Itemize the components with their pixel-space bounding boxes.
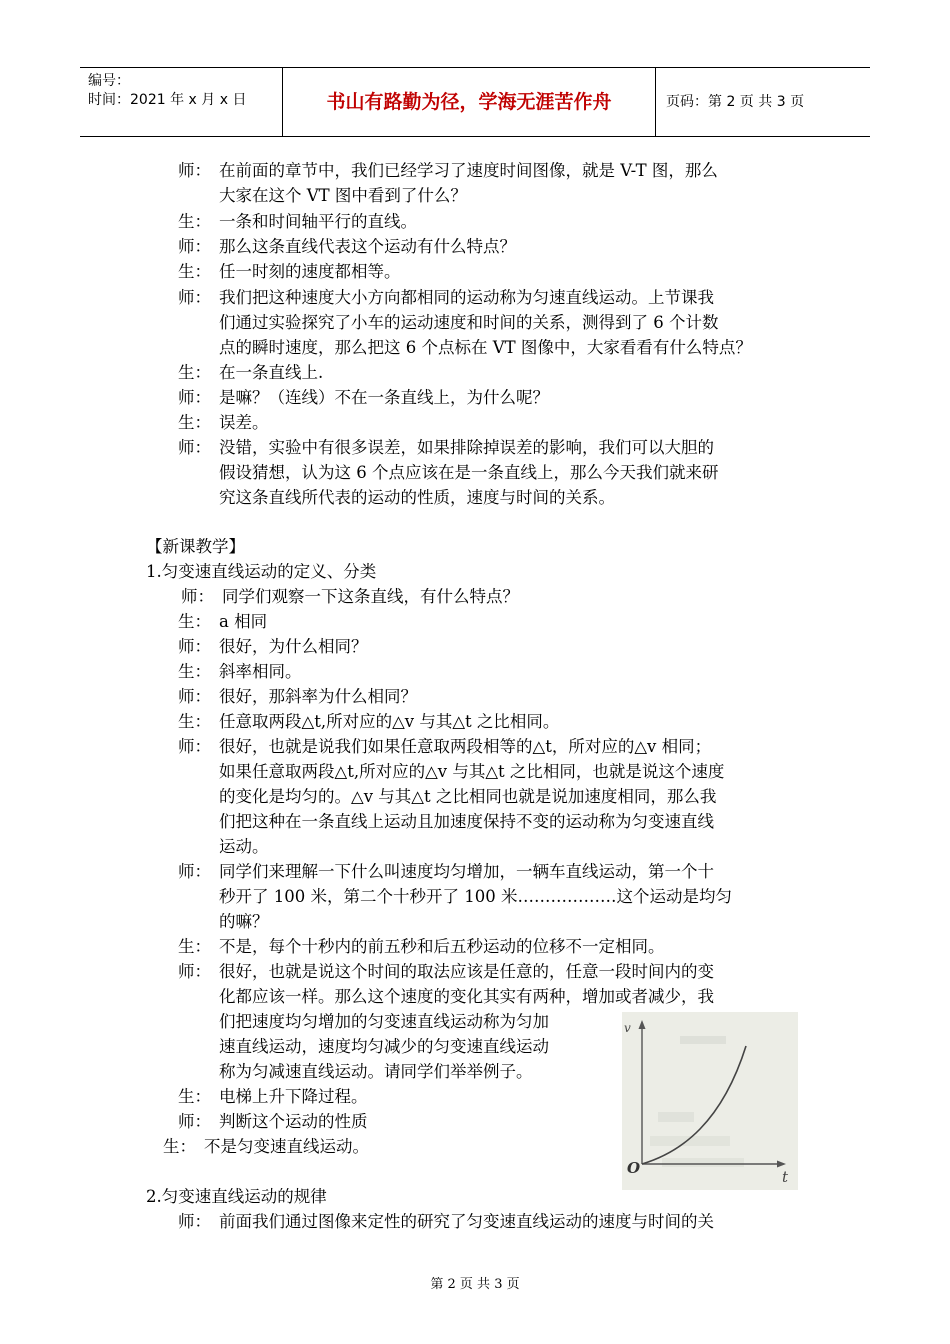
dialogue-line: a 相同	[219, 612, 268, 631]
dialogue-line: 假设猜想，认为这 6 个点应该在是一条直线上，那么今天我们就来研	[219, 463, 719, 482]
speaker-label: 师：	[178, 161, 211, 180]
dialogue-line: 一条和时间轴平行的直线。	[219, 212, 417, 231]
dialogue-line: 那么这条直线代表这个运动有什么特点？	[219, 237, 516, 256]
speaker-label: 师：	[178, 1212, 211, 1231]
speaker-label: 生：	[178, 413, 211, 432]
dialogue-line: 很好，也就是说这个时间的取法应该是任意的，任意一段时间内的变	[219, 962, 714, 981]
speaker-label: 师：	[181, 587, 214, 606]
dialogue-line: 大家在这个 VT 图中看到了什么？	[219, 186, 467, 205]
header-right-cell	[656, 68, 870, 136]
subsection-title-2: 2.匀变速直线运动的规律	[146, 1187, 327, 1206]
speaker-label: 生：	[178, 712, 211, 731]
page-header	[80, 67, 870, 137]
dialogue-line: 秒开了 100 米，第二个十秒开了 100 米………………这个运动是均匀	[219, 887, 732, 906]
dialogue-line: 没错，实验中有很多误差，如果排除掉误差的影响，我们可以大胆的	[219, 438, 714, 457]
speaker-label: 师：	[178, 637, 211, 656]
dialogue-line: 不是匀变速直线运动。	[204, 1137, 369, 1156]
section-title: 【新课教学】	[146, 537, 245, 556]
dialogue-line: 点的瞬时速度，那么把这 6 个点标在 VT 图像中，大家看看有什么特点？	[219, 338, 752, 357]
origin-label: O	[627, 1159, 641, 1177]
dialogue-line: 我们把这种速度大小方向都相同的运动称为匀速直线运动。上节课我	[219, 288, 714, 307]
dialogue-line: 的变化是均匀的。△v 与其△t 之比相同也就是说加速度相同，那么我	[219, 787, 717, 806]
vt-graph-svg	[622, 1012, 798, 1190]
dialogue-line: 们通过实验探究了小车的运动速度和时间的关系，测得到了 6 个计数	[219, 313, 719, 332]
dialogue-line: 前面我们通过图像来定性的研究了匀变速直线运动的速度与时间的关	[219, 1212, 714, 1231]
dialogue-line: 的嘛？	[219, 912, 269, 931]
dialogue-line: 究这条直线所代表的运动的性质，速度与时间的关系。	[219, 488, 615, 507]
speaker-label: 生：	[163, 1137, 196, 1156]
dialogue-line: 在一条直线上.	[219, 363, 324, 382]
speaker-label: 师：	[178, 687, 211, 706]
dialogue-line: 称为匀减速直线运动。请同学们举举例子。	[219, 1062, 533, 1081]
dialogue-line: 化都应该一样。那么这个速度的变化其实有两种，增加或者减少，我	[219, 987, 714, 1006]
speaker-label: 师：	[178, 388, 211, 407]
speaker-label: 生：	[178, 612, 211, 631]
dialogue-line: 很好，那斜率为什么相同？	[219, 687, 417, 706]
page-footer: 第 2 页 共 3 页	[430, 1277, 520, 1292]
dialogue-line: 速直线运动，速度均匀减少的匀变速直线运动	[219, 1037, 549, 1056]
dialogue-line: 同学们观察一下这条直线，有什么特点？	[222, 587, 519, 606]
velocity-time-graph-image	[622, 1012, 798, 1190]
header-left-cell	[80, 68, 283, 136]
speaker-label: 师：	[178, 1112, 211, 1131]
dialogue-line: 很好，也就是说我们如果任意取两段相等的△t，所对应的△v 相同；	[219, 737, 712, 756]
speaker-label: 生：	[178, 662, 211, 681]
speaker-label: 师：	[178, 737, 211, 756]
speaker-label: 师：	[178, 237, 211, 256]
document-number-label: 编号：	[88, 73, 130, 89]
speaker-label: 师：	[178, 962, 211, 981]
page-info: 页码：第 2 页 共 3 页	[666, 94, 805, 110]
y-axis-label: v	[624, 1021, 631, 1035]
speaker-label: 生：	[178, 937, 211, 956]
dialogue-line: 们把这种在一条直线上运动且加速度保持不变的运动称为匀变速直线	[219, 812, 714, 831]
dialogue-line: 误差。	[219, 413, 269, 432]
subsection-title-1: 1.匀变速直线运动的定义、分类	[146, 562, 377, 581]
dialogue-line: 电梯上升下降过程。	[219, 1087, 368, 1106]
speaker-label: 师：	[178, 438, 211, 457]
dialogue-line: 判断这个运动的性质	[219, 1112, 368, 1131]
speaker-label: 生：	[178, 363, 211, 382]
dialogue-line: 运动。	[219, 837, 269, 856]
dialogue-line: 很好，为什么相同？	[219, 637, 368, 656]
header-motto: 书山有路勤为径，学海无涯苦作舟	[326, 91, 612, 113]
dialogue-line: 同学们来理解一下什么叫速度均匀增加，一辆车直线运动，第一个十	[219, 862, 714, 881]
document-time-label: 时间：2021 年 x 月 x 日	[88, 92, 247, 108]
dialogue-line: 是嘛？（连线）不在一条直线上，为什么呢？	[219, 388, 549, 407]
speaker-label: 生：	[178, 1087, 211, 1106]
dialogue-line: 斜率相同。	[219, 662, 302, 681]
speaker-label: 生：	[178, 262, 211, 281]
speaker-label: 师：	[178, 862, 211, 881]
speaker-label: 生：	[178, 212, 211, 231]
dialogue-line: 们把速度均匀增加的匀变速直线运动称为匀加	[219, 1012, 549, 1031]
dialogue-line: 如果任意取两段△t,所对应的△v 与其△t 之比相同，也就是说这个速度	[219, 762, 725, 781]
dialogue-line: 任一时刻的速度都相等。	[219, 262, 401, 281]
header-middle-cell	[283, 68, 656, 136]
dialogue-line: 不是，每个十秒内的前五秒和后五秒运动的位移不一定相同。	[219, 937, 665, 956]
dialogue-line: 任意取两段△t,所对应的△v 与其△t 之比相同。	[219, 712, 560, 731]
x-axis-label: t	[782, 1168, 789, 1186]
dialogue-line: 在前面的章节中，我们已经学习了速度时间图像，就是 V-T 图，那么	[219, 161, 718, 180]
speaker-label: 师：	[178, 288, 211, 307]
